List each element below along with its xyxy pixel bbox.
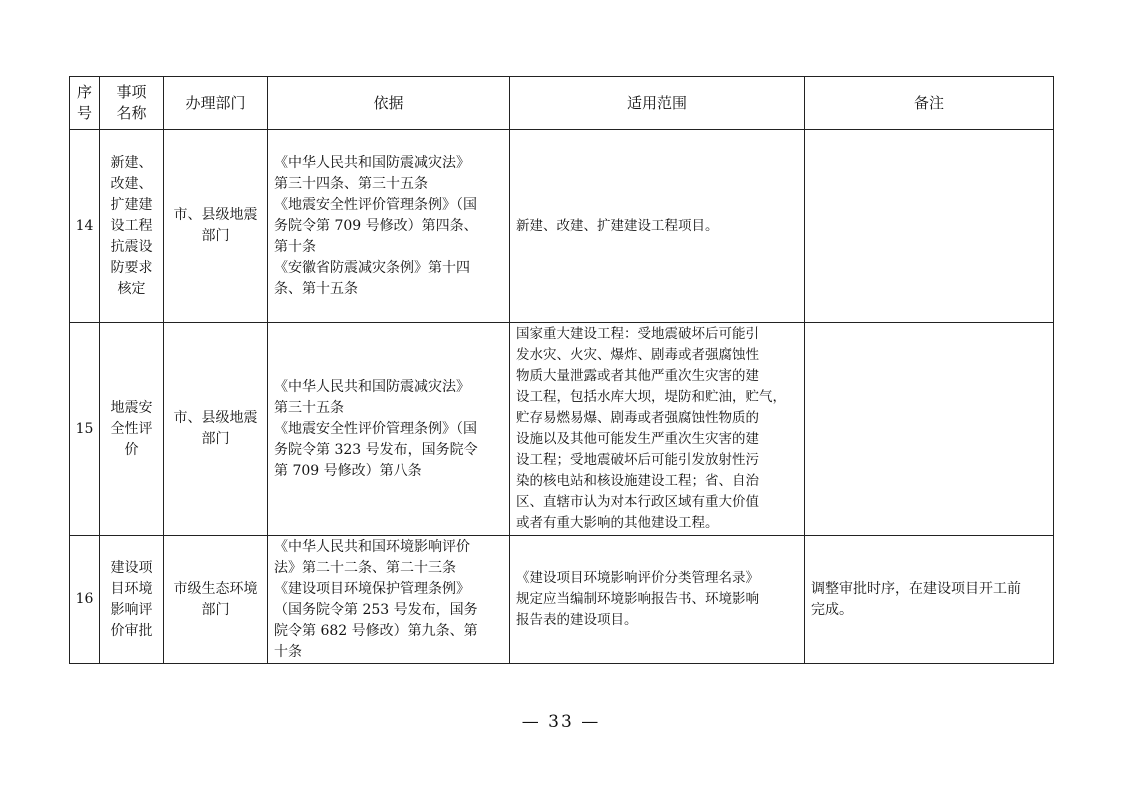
- row-note: [805, 130, 1054, 323]
- scope-line: 贮存易燃易爆、剧毒或者强腐蚀性物质的: [516, 410, 759, 426]
- row-scope: [510, 130, 805, 323]
- basis-line: 十条: [274, 643, 302, 660]
- header-note: 备注: [805, 77, 1054, 130]
- basis-line: 《中华人民共和国环境影响评价: [274, 538, 470, 555]
- scope-line: 发水灾、火灾、爆炸、剧毒或者强腐蚀性: [516, 347, 759, 363]
- row-matter-name: 建设项目环境影响评价审批: [100, 536, 164, 664]
- scope-line: 染的核电站和核设施建设工程；省、自治: [516, 473, 759, 489]
- row-matter-name: 新建、改建、扩建建设工程抗震设防要求核定: [100, 130, 164, 323]
- row-basis: [268, 130, 510, 323]
- scope-line: 《建设项目环境影响评价分类管理名录》: [516, 570, 759, 586]
- row-department: 市级生态环境部门: [164, 536, 268, 664]
- note-line: 完成。: [811, 601, 853, 618]
- row-number: 14: [70, 130, 100, 323]
- basis-line: 《地震安全性评价管理条例》（国: [274, 196, 477, 213]
- table-row: [70, 130, 1054, 323]
- header-serial: 序号: [70, 77, 100, 130]
- note-line: 调整审批时序，在建设项目开工前: [811, 580, 1021, 597]
- basis-line: 第三十五条: [274, 399, 344, 416]
- matter-table: [69, 76, 1054, 664]
- row-scope: [510, 536, 805, 664]
- basis-line: 务院令第 709 号修改）第四条、: [274, 217, 478, 234]
- basis-line: 《地震安全性评价管理条例》（国: [274, 420, 477, 437]
- header-department: 办理部门: [164, 77, 268, 130]
- scope-line: 设工程；受地震破坏后可能引发放射性污: [516, 452, 759, 468]
- scope-line: 报告表的建设项目。: [516, 612, 638, 628]
- basis-line: 院令第 682 号修改）第九条、第: [274, 622, 478, 639]
- row-note: [805, 536, 1054, 664]
- table-row: [70, 536, 1054, 664]
- basis-line: 法》第二十二条、第二十三条: [274, 559, 456, 576]
- scope-line: 新建、改建、扩建建设工程项目。: [516, 217, 719, 234]
- scope-line: 规定应当编制环境影响报告书、环境影响: [516, 591, 759, 607]
- header-basis: 依据: [268, 77, 510, 130]
- row-basis: [268, 323, 510, 536]
- row-department: 市、县级地震部门: [164, 323, 268, 536]
- row-number: 16: [70, 536, 100, 664]
- table-header-row: [70, 77, 1054, 130]
- header-scope: 适用范围: [510, 77, 805, 130]
- basis-line: 条、第十五条: [274, 280, 358, 297]
- scope-line: 设施以及其他可能发生严重次生灾害的建: [516, 431, 759, 447]
- basis-line: 第 709 号修改）第八条: [274, 462, 422, 479]
- scope-line: 区、直辖市认为对本行政区域有重大价值: [516, 494, 759, 510]
- basis-line: 务院令第 323 号发布，国务院令: [274, 441, 478, 458]
- row-basis: [268, 536, 510, 664]
- header-matter-name: 事项名称: [100, 77, 164, 130]
- row-matter-name: 地震安全性评价: [100, 323, 164, 536]
- scope-line: 国家重大建设工程：受地震破坏后可能引: [516, 326, 759, 342]
- basis-line: 《中华人民共和国防震减灾法》: [274, 154, 470, 171]
- basis-line: 《安徽省防震减灾条例》第十四: [274, 259, 470, 276]
- basis-line: 第三十四条、第三十五条: [274, 175, 428, 192]
- basis-line: 《建设项目环境保护管理条例》: [274, 580, 470, 597]
- scope-line: 设工程，包括水库大坝，堤防和贮油，贮气，: [516, 389, 786, 405]
- basis-line: （国务院令第 253 号发布，国务: [274, 601, 478, 618]
- basis-line: 第十条: [274, 238, 316, 255]
- page-number: — 33 —: [521, 712, 601, 732]
- row-scope: [510, 323, 805, 536]
- scope-line: 或者有重大影响的其他建设工程。: [516, 515, 719, 531]
- row-department: 市、县级地震部门: [164, 130, 268, 323]
- row-note: [805, 323, 1054, 536]
- table-row: [70, 323, 1054, 536]
- row-number: 15: [70, 323, 100, 536]
- basis-line: 《中华人民共和国防震减灾法》: [274, 378, 470, 395]
- scope-line: 物质大量泄露或者其他严重次生灾害的建: [516, 368, 759, 384]
